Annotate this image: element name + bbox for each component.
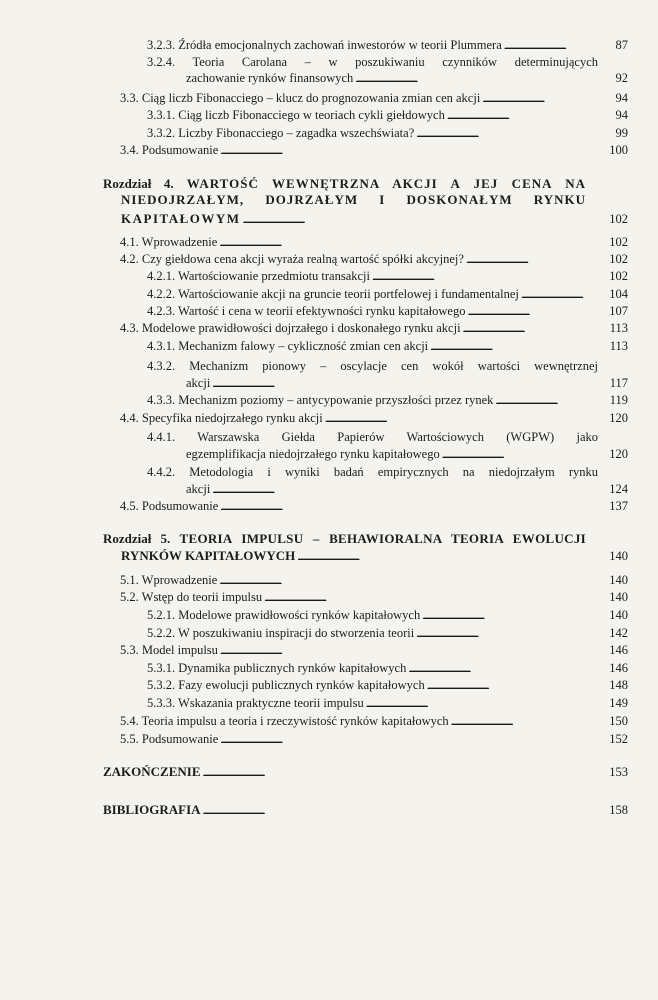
toc-entry-label: 4.3.3. Mechanizm poziomy – antycypowanie przyszłości przez rynek [147, 393, 494, 407]
toc-entry-3-3-2 [147, 125, 628, 141]
chapter-5-heading [103, 531, 586, 547]
toc-entry-4-4-2-line1: 4.4.2. Metodologia i wyniki badań empirycznych na niedojrzałym rynku [147, 465, 598, 479]
leader-dots [495, 394, 596, 408]
toc-entry-label: egzemplifikacja niedojrzałego rynku kapitałowego [186, 447, 440, 461]
toc-entry-label: 3.3.1. Ciąg liczb Fibonacciego w teoriach cykli giełdowych [147, 108, 445, 122]
toc-entry-4-3-1 [147, 338, 628, 354]
toc-entry-4-2-1 [147, 268, 628, 284]
toc-page-number: 99 [615, 126, 628, 140]
leader-dots [203, 804, 596, 818]
toc-entry-4-4-2 [186, 481, 628, 497]
toc-entry-label: 4.2. Czy giełdowa cena akcji wyraża realną wartość spółki akcyjnej? [120, 252, 464, 266]
leader-dots [463, 322, 596, 336]
chapter-4-heading [103, 176, 586, 208]
toc-page-number: 148 [609, 678, 628, 692]
toc-entry-label: 4.1. Wprowadzenie [120, 235, 218, 249]
toc-page-number: 158 [609, 803, 628, 817]
toc-entry-5-2 [120, 589, 628, 605]
toc-entry-5-3-1 [147, 660, 628, 676]
toc-page-number: 94 [615, 108, 628, 122]
toc-entry-4-5 [120, 498, 628, 514]
toc-page-number: 146 [609, 643, 628, 657]
leader-dots [466, 253, 596, 267]
toc-page-number: 113 [609, 339, 628, 353]
toc-page-number: 150 [609, 714, 628, 728]
toc-entry-5-2-2 [147, 625, 628, 641]
toc-entry-label: 4.2.1. Wartościowanie przedmiotu transakcji [147, 269, 371, 283]
toc-entry-label: 4.3.1. Mechanizm falowy – cykliczność zmian cen akcji [147, 339, 429, 353]
toc-entry-4-3-2 [186, 375, 628, 391]
leader-dots [355, 72, 596, 86]
toc-entry-3-3 [120, 90, 628, 106]
toc-page-number: 107 [609, 304, 628, 318]
toc-entry-chapter-5 [121, 548, 628, 564]
toc-entry-label: 3.2.3. Źródła emocjonalnych zachowań inwestorów w teorii Plummera [147, 38, 502, 52]
leader-dots [203, 766, 596, 780]
toc-entry-label: 3.4. Podsumowanie [120, 143, 219, 157]
toc-page-number: 102 [609, 235, 628, 249]
toc-page-number: 146 [609, 661, 628, 675]
chapter-title-line2: RYNKÓW KAPITAŁOWYCH [121, 548, 296, 563]
toc-entry-5-3 [120, 642, 628, 658]
toc-page-number: 140 [609, 590, 628, 604]
toc-entry-5-4 [120, 713, 628, 729]
leader-dots [372, 270, 596, 284]
leader-dots [219, 574, 596, 588]
toc-entry-label: ZAKOŃCZENIE [103, 764, 201, 779]
leader-dots [212, 377, 596, 391]
toc-entry-label: zachowanie rynków finansowych [186, 71, 354, 85]
chapter-prefix: Rozdział 5. [103, 531, 171, 546]
toc-entry-label: 5.2. Wstęp do teorii impulsu [120, 590, 263, 604]
toc-entry-zakonczenie [103, 764, 628, 780]
toc-entry-5-2-1 [147, 607, 628, 623]
toc-page-number: 104 [609, 287, 628, 301]
toc-page-number: 120 [609, 411, 628, 425]
toc-entry-label: 3.3. Ciąg liczb Fibonacciego – klucz do prognozowania zmian cen akcji [120, 91, 481, 105]
leader-dots [220, 733, 596, 747]
toc-entry-label: 5.3.1. Dynamika publicznych rynków kapitałowych [147, 661, 407, 675]
toc-entry-label: 5.3. Model impulsu [120, 643, 218, 657]
leader-dots [416, 127, 596, 141]
leader-dots [447, 109, 596, 123]
chapter-prefix: Rozdział 4. [103, 176, 174, 191]
toc-entry-label: 4.2.3. Wartość i cena w teorii efektywności rynku kapitałowego [147, 304, 466, 318]
toc-entry-5-3-3 [147, 695, 628, 711]
leader-dots [220, 144, 596, 158]
toc-page-number: 94 [615, 91, 628, 105]
toc-page-number: 140 [609, 608, 628, 622]
toc-page-number: 113 [609, 321, 628, 335]
toc-entry-label: 3.3.2. Liczby Fibonacciego – zagadka wszechświata? [147, 126, 415, 140]
toc-entry-4-4 [120, 410, 628, 426]
toc-entry-4-2 [120, 251, 628, 267]
toc-page-number: 92 [615, 71, 628, 85]
chapter-title-line1: WARTOŚĆ WEWNĘTRZNA AKCJI A JEJ CENA NA [186, 176, 587, 191]
toc-entry-label: 4.2.2. Wartościowanie akcji na gruncie teorii portfelowej i fundamentalnej [147, 287, 519, 301]
toc-page-number: 142 [609, 626, 628, 640]
toc-entry-label: 5.5. Podsumowanie [120, 732, 219, 746]
leader-dots [482, 92, 596, 106]
toc-entry-3-2-4-line1: 3.2.4. Teoria Carolana – w poszukiwaniu czynników determinujących [147, 55, 598, 69]
leader-dots [422, 609, 596, 623]
leader-dots [430, 340, 596, 354]
toc-entry-4-3 [120, 320, 628, 336]
toc-entry-label: 4.4. Specyfika niedojrzałego rynku akcji [120, 411, 323, 425]
leader-dots [467, 305, 596, 319]
toc-entry-5-1 [120, 572, 628, 588]
leader-dots [325, 412, 596, 426]
toc-entry-4-2-2 [147, 286, 628, 302]
toc-entry-label: akcji [186, 376, 211, 390]
toc-entry-4-1 [120, 234, 628, 250]
chapter-title-line3: KAPITAŁOWYM [121, 211, 241, 226]
toc-entry-label: 5.3.3. Wskazania praktyczne teorii impulsu [147, 696, 364, 710]
leader-dots [297, 550, 596, 564]
leader-dots [366, 697, 596, 711]
leader-dots [219, 236, 596, 250]
leader-dots [264, 591, 596, 605]
toc-entry-label: 5.2.1. Modelowe prawidłowości rynków kapitałowych [147, 608, 421, 622]
toc-entry-label: 5.4. Teoria impulsu a teoria i rzeczywistość rynków kapitałowych [120, 714, 449, 728]
toc-page-number: 119 [609, 393, 628, 407]
toc-page-number: 137 [609, 499, 628, 513]
toc-entry-5-3-2 [147, 677, 628, 693]
toc-page-number: 152 [609, 732, 628, 746]
toc-page-number: 87 [615, 38, 628, 52]
toc-entry-label: 4.5. Podsumowanie [120, 499, 219, 513]
toc-entry-3-2-4 [186, 70, 628, 86]
toc-entry-label: 4.3. Modelowe prawidłowości dojrzałego i doskonałego rynku akcji [120, 321, 461, 335]
toc-entry-4-4-1-line1: 4.4.1. Warszawska Giełda Papierów Wartościowych (WGPW) jako [147, 430, 598, 444]
toc-entry-4-3-2-line1: 4.3.2. Mechanizm pionowy – oscylacje cen wokół wartości wewnętrznej [147, 359, 598, 373]
toc-entry-4-3-3 [147, 392, 628, 408]
toc-entry-label: akcji [186, 482, 211, 496]
toc-page-number: 100 [609, 143, 628, 157]
toc-page-number: 117 [609, 376, 628, 390]
toc-entry-label: 5.2.2. W poszukiwaniu inspiracji do stworzenia teorii [147, 626, 415, 640]
toc-page-number: 124 [609, 482, 628, 496]
toc-entry-label: BIBLIOGRAFIA [103, 802, 201, 817]
leader-dots [416, 627, 596, 641]
leader-dots [212, 483, 596, 497]
chapter-title-line2: NIEDOJRZAŁYM, DOJRZAŁYM I DOSKONAŁYM RYNKU [121, 192, 586, 207]
leader-dots [504, 39, 596, 53]
leader-dots [220, 644, 596, 658]
toc-entry-3-3-1 [147, 107, 628, 123]
toc-page-number: 102 [609, 212, 628, 226]
leader-dots [427, 679, 596, 693]
leader-dots [243, 213, 596, 227]
toc-page-number: 140 [609, 573, 628, 587]
toc-entry-label: 5.1. Wprowadzenie [120, 573, 218, 587]
toc-entry-3-4 [120, 142, 628, 158]
toc-page-number: 140 [609, 549, 628, 563]
toc-page-number: 102 [609, 252, 628, 266]
toc-entry-4-4-1 [186, 446, 628, 462]
toc-entry-chapter-4 [121, 211, 628, 227]
leader-dots [442, 448, 596, 462]
leader-dots [220, 500, 596, 514]
leader-dots [408, 662, 596, 676]
toc-page-number: 153 [609, 765, 628, 779]
toc-page-number: 149 [609, 696, 628, 710]
toc-entry-4-2-3 [147, 303, 628, 319]
toc-page-number: 102 [609, 269, 628, 283]
leader-dots [451, 715, 596, 729]
chapter-title-line1: TEORIA IMPULSU – BEHAWIORALNA TEORIA EWOLUCJI [179, 531, 586, 546]
toc-entry-3-2-3 [147, 37, 628, 53]
toc-page-number: 120 [609, 447, 628, 461]
leader-dots [521, 288, 596, 302]
toc-entry-label: 5.3.2. Fazy ewolucji publicznych rynków kapitałowych [147, 678, 425, 692]
toc-entry-bibliografia [103, 802, 628, 818]
toc-entry-5-5 [120, 731, 628, 747]
